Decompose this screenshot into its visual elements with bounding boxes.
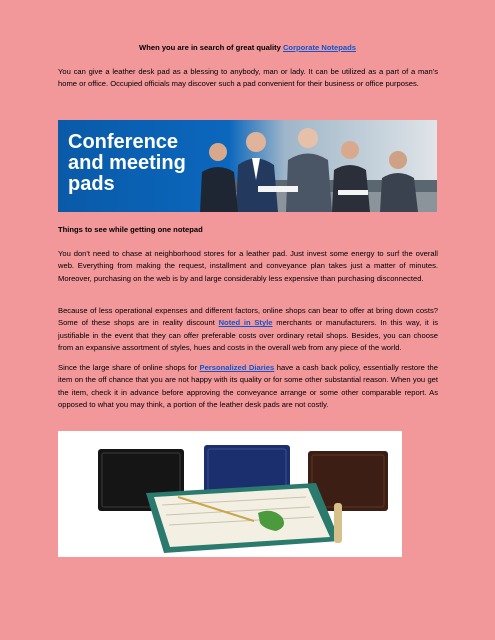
conference-pads-image [58,120,437,212]
banner-text [68,132,186,195]
banner-line-2: and meeting [68,152,186,174]
paragraph-3-text-after: merchants or manufacturers. In this way, it is justifiable in the event that they can offer preferable costs over ordinary retail shops. Besides, you can choose from an expansive assortment of styles, hues and costs in the overall web from any piece of the world. [58,318,438,352]
paragraph-3-text-before: Because of less operational expenses and different factors, online shops can bear to offer at bring down costs? Some of these shops are in reality discount [58,306,438,328]
paragraph-4-text-before: Since the large share of online shops for [58,363,200,372]
banner-line-3: pads [68,173,115,195]
subheading: Things to see while getting one notepad [58,225,203,234]
banner-line-1: Conference [68,131,179,153]
desk-pads-illustration [58,431,402,557]
paragraph-3 [58,305,438,354]
paragraph-4 [58,362,438,411]
heading-text: When you are in search of great quality [139,43,283,52]
personalized-diaries-link[interactable]: Personalized Diaries [199,363,275,372]
noted-in-style-link[interactable]: Noted in Style [218,318,273,328]
corporate-notepads-link[interactable]: Corporate Notepads [282,43,356,52]
leather-desk-pads-image [58,431,402,557]
section-heading [0,43,495,52]
paragraph-2: You don't need to chase at neighborhood stores for a leather pad. Just invest some energy to surf the overall web. Everything from making the request, installment and conveyance plan takes just a matter of minutes. Moreover, purchasing on the web is by and large considerably less expensive than purchasing disconnected. [58,249,438,283]
intro-paragraph: You can give a leather desk pad as a blessing to anybody, man or lady. It can be utilized as a part of a man's home or office. Occupied officials may discover such a pad convenient for their business or office purposes. [58,67,438,89]
paragraph-4-text-after: have a cash back policy, essentially restore the item on the off chance that you are not happy with its quality or for some other substantial reason. When you get the item, check it in advance before approving the conveyance arrange or some other comparable report. As opposed to what you may think, a portion of the leather desk pads are not costly. [58,363,438,409]
